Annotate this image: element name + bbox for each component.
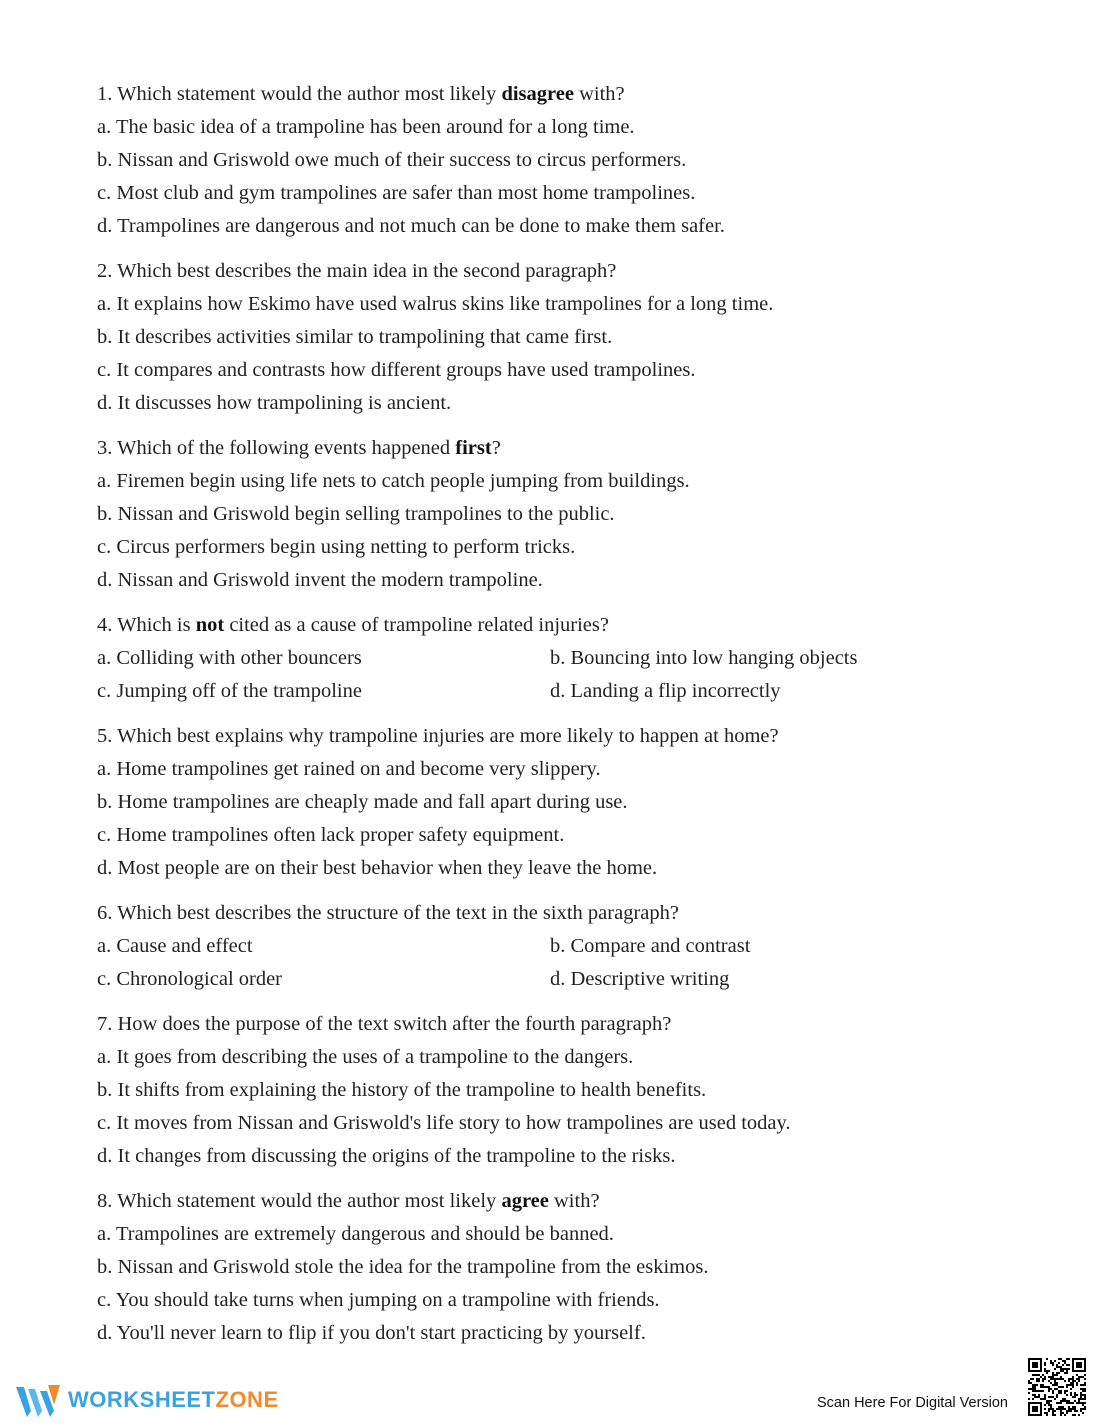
prompt-text: 1. Which statement would the author most likely <box>97 83 502 105</box>
answer-option: b. Nissan and Griswold owe much of their success to circus performers. <box>97 149 687 171</box>
prompt-emphasis: not <box>195 614 225 636</box>
answer-option: a. Cause and effect <box>97 935 253 957</box>
answer-option: a. It goes from describing the uses of a trampoline to the dangers. <box>97 1046 634 1068</box>
answer-option: c. Chronological order <box>97 968 283 990</box>
prompt-text: 4. Which is <box>97 614 196 636</box>
worksheetzone-logo-icon <box>14 1381 62 1419</box>
prompt-text: 7. How does the purpose of the text switch after the fourth paragraph? <box>97 1013 672 1035</box>
question-list <box>97 78 1057 1362</box>
question-block <box>97 720 1057 885</box>
prompt-emphasis: first <box>455 437 492 459</box>
answer-options <box>97 111 1057 243</box>
prompt-emphasis: disagree <box>501 83 574 105</box>
question-block <box>97 609 1057 708</box>
answer-option: b. It shifts from explaining the history of the trampoline to health benefits. <box>97 1079 707 1101</box>
answer-options <box>97 930 1057 996</box>
answer-option: d. Nissan and Griswold invent the modern trampoline. <box>97 569 543 591</box>
answer-option: b. Bouncing into low hanging objects <box>550 647 858 669</box>
question-block <box>97 1185 1057 1350</box>
brand-logo[interactable] <box>14 1380 279 1420</box>
question-prompt <box>97 609 1057 642</box>
answer-option: b. Compare and contrast <box>550 935 751 957</box>
answer-option: c. It moves from Nissan and Griswold's life story to how trampolines are used today. <box>97 1112 791 1134</box>
answer-option: b. Home trampolines are cheaply made and fall apart during use. <box>97 791 628 813</box>
question-prompt <box>97 1185 1057 1218</box>
prompt-emphasis: agree <box>501 1190 549 1212</box>
prompt-text: 3. Which of the following events happened <box>97 437 456 459</box>
answer-option: d. Trampolines are dangerous and not much can be done to make them safer. <box>97 215 725 237</box>
answer-options <box>97 465 1057 597</box>
prompt-text: 6. Which best describes the structure of the text in the sixth paragraph? <box>97 902 679 924</box>
prompt-text: with? <box>548 1190 600 1212</box>
qr-code-icon[interactable] <box>1028 1358 1086 1416</box>
answer-option: d. Landing a flip incorrectly <box>550 680 781 702</box>
answer-option: a. Colliding with other bouncers <box>97 647 362 669</box>
answer-option: a. Home trampolines get rained on and become very slippery. <box>97 758 601 780</box>
prompt-text: cited as a cause of trampoline related injuries? <box>224 614 609 636</box>
answer-option: d. It discusses how trampolining is ancient. <box>97 392 452 414</box>
question-block <box>97 432 1057 597</box>
answer-options <box>97 1218 1057 1350</box>
question-prompt <box>97 897 1057 930</box>
answer-options <box>97 642 1057 708</box>
answer-option: c. You should take turns when jumping on a trampoline with friends. <box>97 1289 660 1311</box>
answer-option: c. Home trampolines often lack proper safety equipment. <box>97 824 565 846</box>
answer-option: d. You'll never learn to flip if you don't start practicing by yourself. <box>97 1322 646 1344</box>
question-block <box>97 1008 1057 1173</box>
answer-option: b. Nissan and Griswold begin selling trampolines to the public. <box>97 503 615 525</box>
answer-options <box>97 288 1057 420</box>
prompt-text: 8. Which statement would the author most likely <box>97 1190 502 1212</box>
answer-option: d. Most people are on their best behavior when they leave the home. <box>97 857 658 879</box>
answer-option: d. Descriptive writing <box>550 968 730 990</box>
prompt-text: 2. Which best describes the main idea in the second paragraph? <box>97 260 617 282</box>
answer-option: a. The basic idea of a trampoline has been around for a long time. <box>97 116 635 138</box>
answer-option: b. It describes activities similar to trampolining that came first. <box>97 326 613 348</box>
prompt-text: with? <box>573 83 625 105</box>
question-prompt <box>97 432 1057 465</box>
page-footer <box>0 1340 1100 1424</box>
answer-option: c. It compares and contrasts how different groups have used trampolines. <box>97 359 696 381</box>
answer-option: a. Trampolines are extremely dangerous and should be banned. <box>97 1223 614 1245</box>
question-prompt <box>97 720 1057 753</box>
answer-option: c. Circus performers begin using netting to perform tricks. <box>97 536 576 558</box>
answer-option: b. Nissan and Griswold stole the idea for the trampoline from the eskimos. <box>97 1256 709 1278</box>
question-prompt <box>97 1008 1057 1041</box>
scan-text: Scan Here For Digital Version <box>817 1395 1008 1411</box>
answer-option: c. Jumping off of the trampoline <box>97 680 362 702</box>
brand-name <box>68 1387 279 1413</box>
answer-option: a. It explains how Eskimo have used walrus skins like trampolines for a long time. <box>97 293 774 315</box>
prompt-text: 5. Which best explains why trampoline injuries are more likely to happen at home? <box>97 725 779 747</box>
question-block <box>97 78 1057 243</box>
brand-name-part2: ZONE <box>215 1387 279 1412</box>
prompt-text: ? <box>491 437 501 459</box>
question-block <box>97 897 1057 996</box>
question-prompt <box>97 78 1057 111</box>
answer-option: a. Firemen begin using life nets to catch people jumping from buildings. <box>97 470 690 492</box>
question-block <box>97 255 1057 420</box>
answer-options <box>97 1041 1057 1173</box>
brand-name-part1: WORKSHEET <box>68 1387 216 1412</box>
question-prompt <box>97 255 1057 288</box>
answer-option: c. Most club and gym trampolines are safer than most home trampolines. <box>97 182 696 204</box>
answer-option: d. It changes from discussing the origins of the trampoline to the risks. <box>97 1145 676 1167</box>
answer-options <box>97 753 1057 885</box>
